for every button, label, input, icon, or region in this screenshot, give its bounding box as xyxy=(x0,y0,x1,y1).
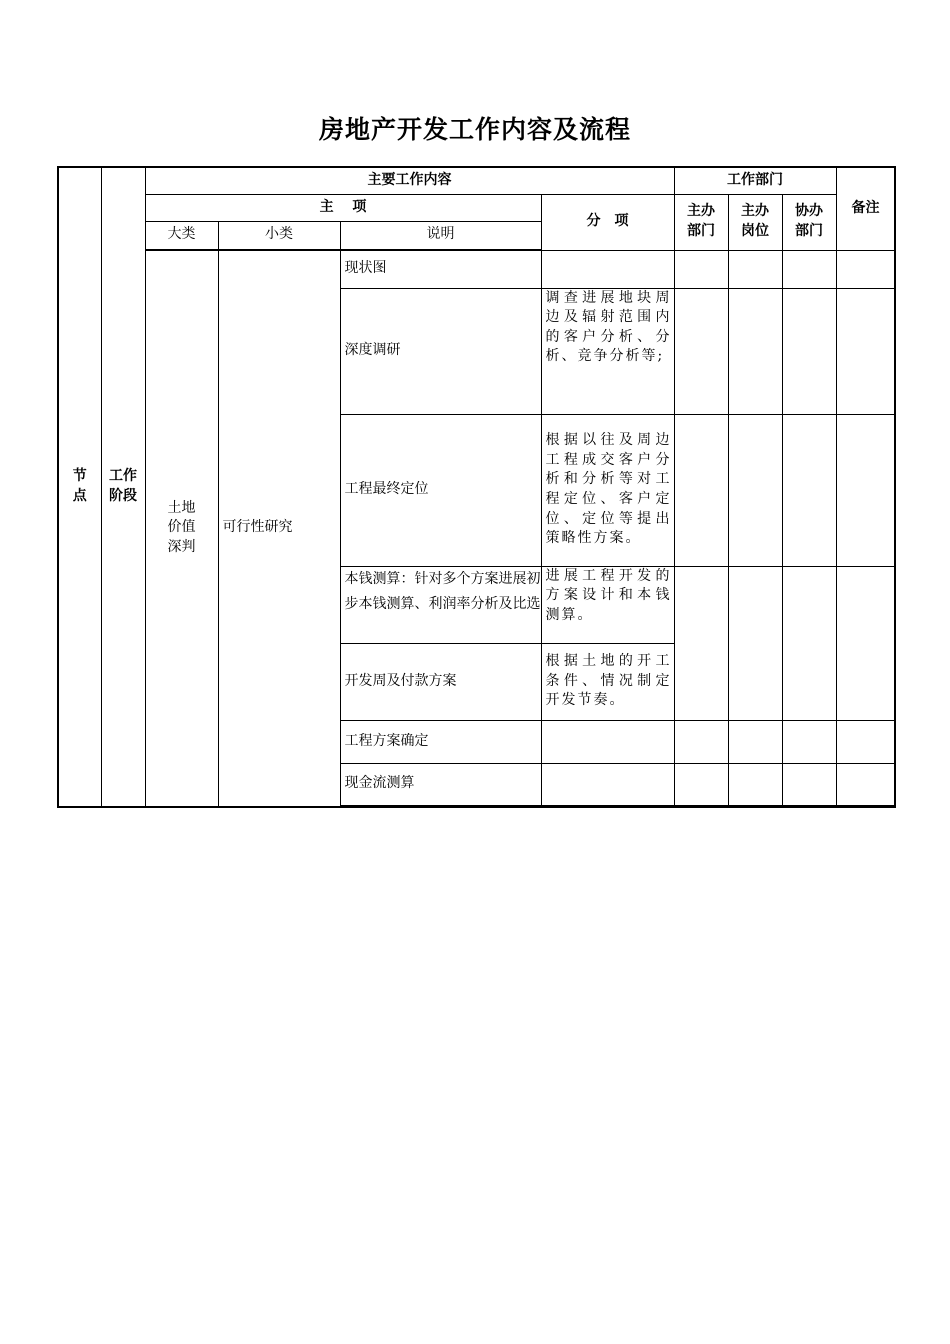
remark-header: 备注 xyxy=(836,167,895,250)
row-lead-dept xyxy=(674,250,728,288)
row-assist-dept xyxy=(782,250,836,288)
lead-post-header xyxy=(728,194,782,250)
major-header: 大类 xyxy=(145,221,218,250)
row-lead-dept xyxy=(674,288,728,414)
sub-item-header: 分 项 xyxy=(541,194,674,250)
node-label-1: 节 xyxy=(72,468,87,485)
row-lead-post xyxy=(728,288,782,414)
row-explain: 工程方案确定 xyxy=(340,720,541,763)
row-lead-post xyxy=(728,763,782,805)
row-remark xyxy=(836,414,895,566)
row-sub-item: 进展工程开发的方案设计和本钱测算。 xyxy=(541,566,674,643)
row-explain: 本钱测算：针对多个方案进展初步本钱测算、利润率分析及比选 xyxy=(340,566,541,643)
major-label-2: 价值 xyxy=(167,519,196,536)
row-assist-dept xyxy=(782,566,836,720)
row-sub-item xyxy=(541,763,674,805)
lead-post-label-1: 主办 xyxy=(741,203,769,220)
row-assist-dept xyxy=(782,414,836,566)
row-sub-item: 调查进展地块周边及辐射范围内的客户分析、分析、竞争分析等; xyxy=(541,288,674,414)
stage-column-cell xyxy=(101,167,145,807)
minor-category-cell: 可行性研究 xyxy=(218,250,340,807)
major-label-3: 深判 xyxy=(167,539,196,556)
row-remark xyxy=(836,288,895,414)
row-lead-post xyxy=(728,720,782,763)
row-remark xyxy=(836,763,895,805)
row-lead-dept xyxy=(674,566,728,720)
page-title: 房地产开发工作内容及流程 xyxy=(318,115,631,144)
row-explain: 开发周及付款方案 xyxy=(340,643,541,720)
row-assist-dept xyxy=(782,720,836,763)
node-label-2: 点 xyxy=(72,487,87,504)
row-lead-post xyxy=(728,566,782,720)
row-lead-dept xyxy=(674,414,728,566)
row-lead-post xyxy=(728,414,782,566)
assist-dept-label-1: 协办 xyxy=(795,203,823,220)
explain-header: 说明 xyxy=(340,221,541,250)
lead-dept-label-1: 主办 xyxy=(687,203,715,220)
row-remark xyxy=(836,566,895,720)
lead-post-label-2: 岗位 xyxy=(741,223,769,239)
assist-dept-header xyxy=(782,194,836,250)
row-explain: 现金流测算 xyxy=(340,763,541,805)
row-assist-dept xyxy=(782,763,836,805)
row-sub-item xyxy=(541,720,674,763)
main-content-header: 主要工作内容 xyxy=(145,167,674,194)
main-item-header: 主 项 xyxy=(145,194,541,221)
work-dept-header: 工作部门 xyxy=(674,167,836,194)
row-sub-item: 根据土地的开工条件、情况制定开发节奏。 xyxy=(541,643,674,720)
row-explain: 工程最终定位 xyxy=(340,414,541,566)
workflow-table xyxy=(57,166,896,808)
row-remark xyxy=(836,720,895,763)
node-column-cell xyxy=(58,167,101,807)
minor-header: 小类 xyxy=(218,221,340,250)
stage-label-1: 工作 xyxy=(109,468,137,485)
major-label-1: 土地 xyxy=(167,499,196,516)
row-explain: 现状图 xyxy=(340,250,541,288)
row-remark xyxy=(836,250,895,288)
lead-dept-label-2: 部门 xyxy=(687,223,715,239)
row-explain: 深度调研 xyxy=(340,288,541,414)
row-lead-dept xyxy=(674,720,728,763)
row-assist-dept xyxy=(782,288,836,414)
stage-label-2: 阶段 xyxy=(109,487,137,504)
row-lead-post xyxy=(728,250,782,288)
row-lead-dept xyxy=(674,763,728,805)
lead-dept-header xyxy=(674,194,728,250)
major-category-cell xyxy=(145,250,218,807)
row-sub-item xyxy=(541,250,674,288)
assist-dept-label-2: 部门 xyxy=(795,223,823,239)
row-sub-item: 根据以往及周边工程成交客户分析和分析等对工程定位、客户定位、定位等提出策略性方案。 xyxy=(541,414,674,566)
